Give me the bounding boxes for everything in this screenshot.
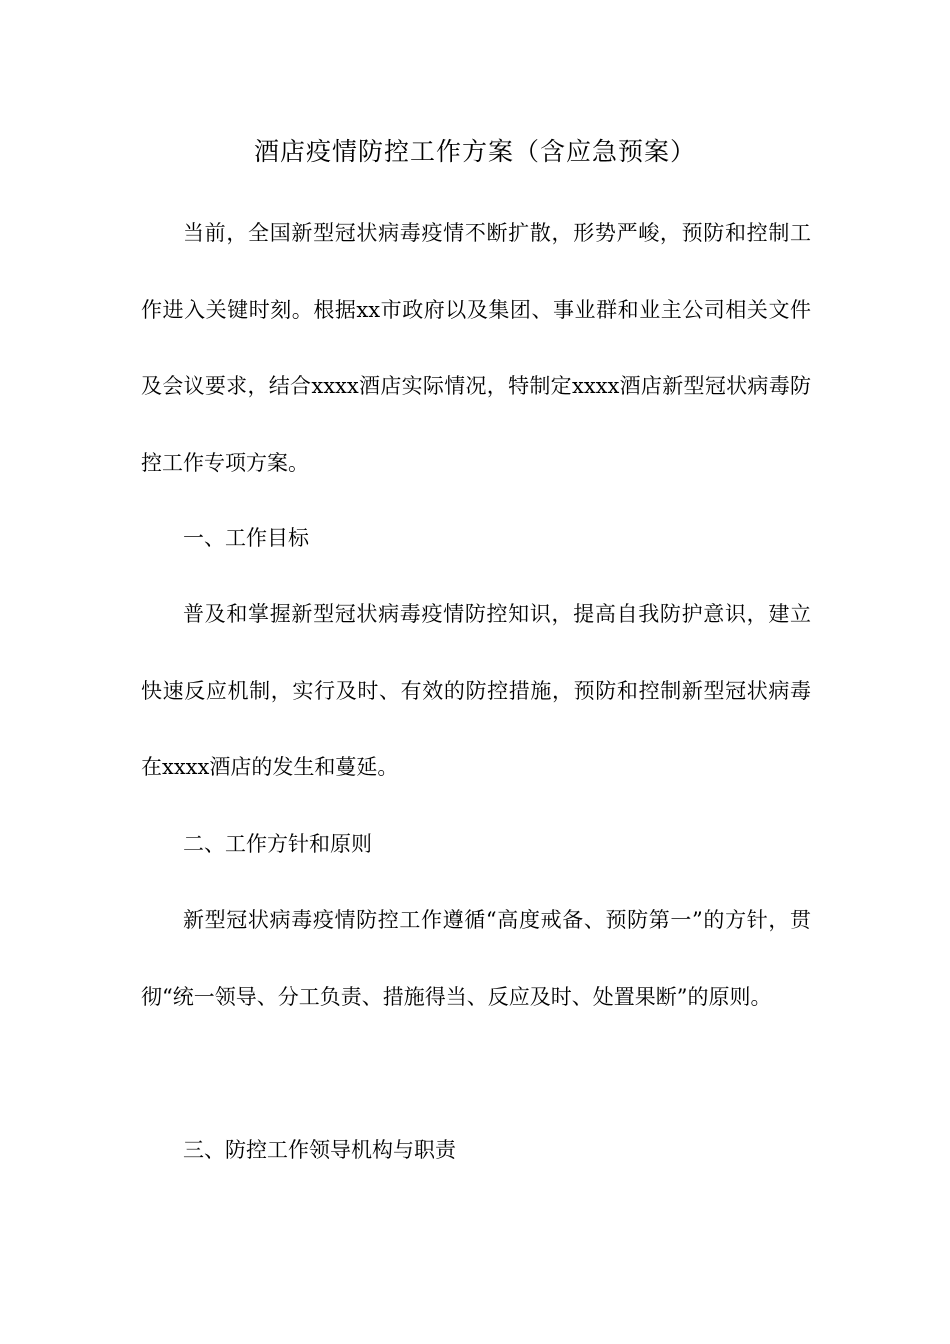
section-body-principles: 新型冠状病毒疫情防控工作遵循“高度戒备、预防第一”的方针，贯彻“统一领导、分工负责、措施得当、反应及时、处置果断”的原则。 bbox=[141, 908, 811, 1009]
document-title: 酒店疫情防控工作方案（含应急预案） bbox=[253, 137, 696, 166]
intro-paragraph: 当前，全国新型冠状病毒疫情不断扩散，形势严峻，预防和控制工作进入关键时刻。根据xx市政府以及集团、事业群和业主公司相关文件及会议要求，结合xxxx酒店实际情况，特制定xxxx酒店新型冠状病毒防控工作专项方案。 bbox=[141, 221, 811, 475]
section-body-goals: 普及和掌握新型冠状病毒疫情防控知识，提高自我防护意识，建立快速反应机制，实行及时、有效的防控措施，预防和控制新型冠状病毒在xxxx酒店的发生和蔓延。 bbox=[141, 602, 811, 779]
section-heading-principles: 二、工作方针和原则 bbox=[183, 832, 372, 856]
section-heading-goals: 一、工作目标 bbox=[183, 526, 309, 550]
section-heading-organization: 三、防控工作领导机构与职责 bbox=[183, 1138, 456, 1162]
